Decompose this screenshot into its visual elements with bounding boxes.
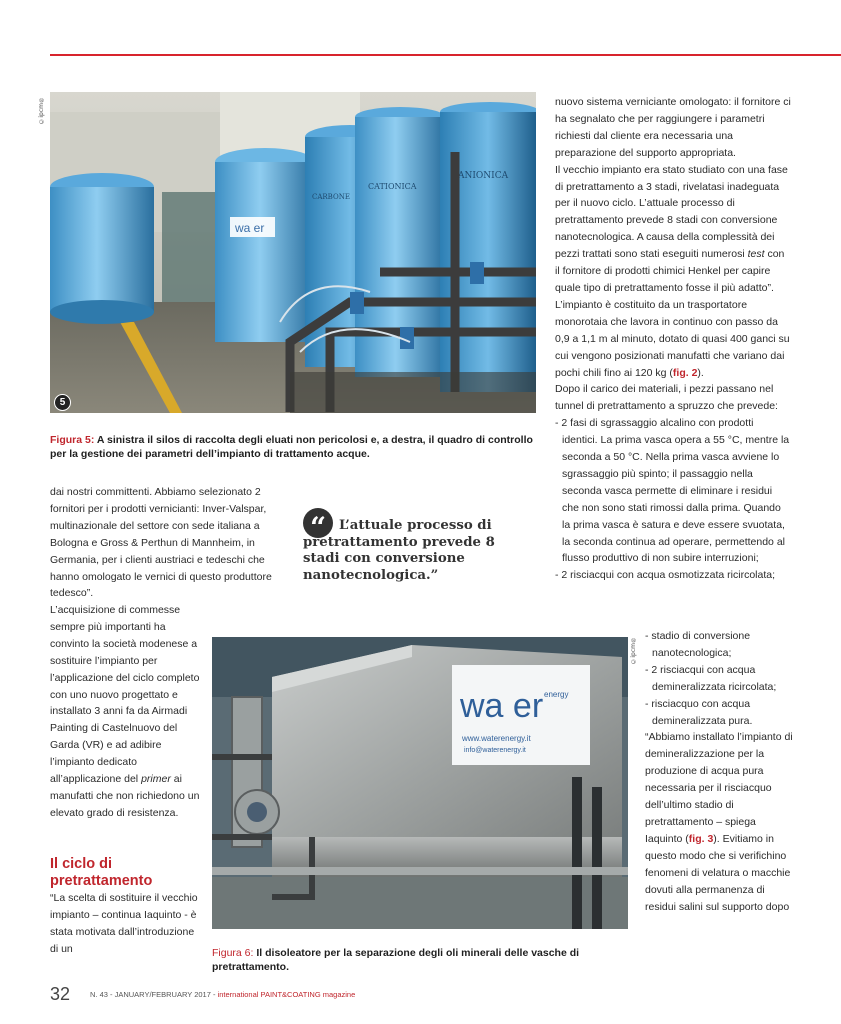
footer <box>90 990 355 999</box>
footer-magazine: international PAINT&COATING magazine <box>217 990 356 999</box>
list-item-pure-rinse: - risciacquo con acqua demineralizzata pura. <box>645 697 753 727</box>
right-paragraph-5: “Abbiamo installato l’impianto di demineralizzazione per la produzione di acqua pura necessaria per il risciacquo dell’ultimo stadio di pretrattamento – spiega Iaquinto (fig. 3). Evitiamo in questo modo che si verifichino fenomeni di velatura o macchie dovuti alla permanenza di residui salini sul supporto dopo <box>645 731 793 913</box>
fig6-brand: wa er <box>460 687 544 725</box>
tank-label-carbone: CARBONE <box>312 193 350 201</box>
figure-6-caption-label: Figura 6: <box>212 947 254 959</box>
figure-6-caption <box>212 946 632 974</box>
tank-brand: wa er <box>235 221 265 235</box>
tank-label-anionica: ANIONICA <box>458 171 509 181</box>
figure-5-caption <box>50 433 536 461</box>
footer-issue: N. 43 - JANUARY/FEBRUARY 2017 - <box>90 990 218 999</box>
list-item-conversion: - stadio di conversione nanotecnologica; <box>645 630 751 659</box>
photo-credit: ©ipcm® <box>38 96 45 125</box>
left-paragraph-3: “La scelta di sostituire il vecchio impianto – continua Iaquinto - è stata motivata dall’introduzione di un <box>50 892 198 955</box>
tank-label-cationica: CATIONICA <box>368 182 417 191</box>
quote-mark-icon: “ <box>303 508 333 538</box>
figure-5-caption-text: A sinistra il silos di raccolta degli eluati non pericolosi e, a destra, il quadro di controllo per la gestione dei parametri dell’impianto di trattamento acque. <box>50 434 533 460</box>
right-paragraph-3: L’impianto è costituito da un trasportatore monorotaia che lavora in continuo con passo da 0,9 a 1,1 m al minuto, dotato di quasi 400 ganci su cui vengono posizionati manufatti che variano dai pochi chili fino ai 120 kg (fig. 2). <box>555 298 790 379</box>
right-paragraph-4: Dopo il carico dei materiali, i pezzi passano nel tunnel di pretrattamento a spruzzo che prevede: <box>555 383 778 413</box>
figure-5-caption-label: Figura 5: <box>50 434 95 446</box>
photo-credit-2: ©ipcm® <box>630 636 637 665</box>
list-item-demin-rinse: - 2 risciacqui con acqua demineralizzata ricircolata; <box>645 663 777 693</box>
figure-5-photo <box>50 92 536 413</box>
fig6-brand-sub: energy <box>544 690 569 699</box>
page-number: 32 <box>50 984 71 1004</box>
left-paragraph-1: dai nostri committenti. Abbiamo selezionato 2 fornitori per i prodotti vernicianti: Inver-Valspar, multinazionale del settore con sede italiana a Bologna e Gross & Perthun di Mannheim, in Germania, per i clienti austriaci e tedeschi che hanno omologato le vernici di questo produttore tedesco”. <box>50 486 272 600</box>
section-heading: Il ciclo di pretrattamento <box>50 856 153 889</box>
left-column-bottom <box>50 602 203 822</box>
figure-6-photo <box>212 637 628 929</box>
list-item-degreasing: - 2 fasi di sgrassaggio alcalino con prodotti identici. La prima vasca opera a 55 °C, mentre la seconda a 50 °C. Nella prima vasca avviene lo sgrassaggio più spinto; il passaggio nella seconda vasca permette di eliminare i residui che non sono stati rimossi dalla prima. Quando la prima vasca è satura e deve essere svuotata, la seconda continua ad operare, permettendo al flusso produttivo di non subire interruzioni; <box>555 417 790 565</box>
right-paragraph-1: nuovo sistema verniciante omologato: il fornitore ci ha segnalato che per raggiungere i parametri richiesti dal cliente era necessaria una preparazione del supporto appropriata. <box>555 96 791 159</box>
header-rule <box>50 54 841 56</box>
figure-5-number: 5 <box>54 394 71 411</box>
right-paragraph-2: Il vecchio impianto era stato studiato con una fase di pretrattamento a 3 stadi, rivelatasi inadeguata per il nuovo ciclo. L’attuale processo di pretrattamento prevede 8 stadi con conversione nanotecnologica. A causa della complessità dei pezzi trattati sono stati eseguiti numerosi test con il fornitore di prodotti chimici Henkel per capire quale tipo di pretrattamento fosse il più adatto”. <box>555 163 788 294</box>
left-column-top <box>50 484 288 602</box>
right-column-narrow <box>645 628 795 915</box>
list-item-osmotic-rinse: - 2 risciacqui con acqua osmotizzata ricircolata; <box>555 569 776 582</box>
figure-6-caption-text: Il disoleatore per la separazione degli oli minerali delle vasche di pretrattamento. <box>212 947 580 973</box>
fig6-email: info@waterenergy.it <box>464 747 526 754</box>
fig6-web: www.waterenergy.it <box>462 734 531 743</box>
left-column-end <box>50 890 200 958</box>
left-paragraph-2: L’acquisizione di commesse sempre più importanti ha convinto la società modenese a sostituire l’impianto per l’applicazione del ciclo completo con uno nuovo progettato e installato 3 anni fa da Airmadi Painting di Castelnuovo del Garda (VR) e ad adibire l’impianto dedicato all’applicazione del primer ai manufatti che non richiedono un elevato grado di resistenza. <box>50 604 200 819</box>
pull-quote-text: L’attuale processo di pretrattamento prevede 8 stadi con conversione nanotecnologica.” <box>303 518 495 583</box>
right-column <box>555 94 791 584</box>
